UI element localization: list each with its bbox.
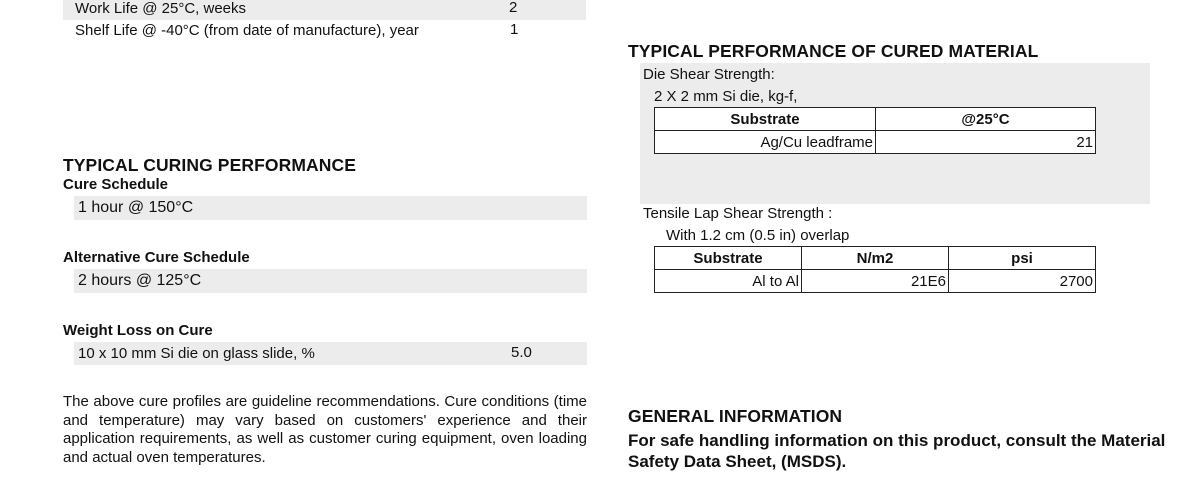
- table-row: [655, 131, 1096, 154]
- alt-cure-schedule-label: Alternative Cure Schedule: [63, 249, 250, 266]
- tensile-cell-nm2: 21E6: [802, 270, 949, 293]
- tensile-cell-psi: 2700: [949, 270, 1096, 293]
- work-life-value: 2: [509, 0, 518, 16]
- tensile-header-row: [655, 247, 1096, 270]
- cured-section-title: TYPICAL PERFORMANCE OF CURED MATERIAL: [628, 41, 1039, 61]
- die-shear-header-substrate: Substrate: [655, 108, 876, 131]
- die-shear-cell-value: 21: [876, 131, 1096, 154]
- shelf-life-label: Shelf Life @ -40°C (from date of manufacture), year: [75, 22, 419, 39]
- shelf-life-value: 1: [510, 21, 519, 38]
- general-section-title: GENERAL INFORMATION: [628, 406, 843, 426]
- table-row: [655, 270, 1096, 293]
- die-shear-label: Die Shear Strength:: [643, 66, 775, 83]
- alt-cure-schedule-value: 2 hours @ 125°C: [78, 272, 202, 289]
- weight-loss-desc: 10 x 10 mm Si die on glass slide, %: [78, 345, 315, 362]
- cure-guideline-note: The above cure profiles are guideline recommendations. Cure conditions (time and temperature) may vary based on customers' experience and their application requirements, as well as customer curing equipment, oven loading and actual oven temperatures.: [63, 393, 587, 466]
- cure-schedule-value: 1 hour @ 150°C: [78, 199, 194, 216]
- tensile-header-substrate: Substrate: [655, 247, 802, 270]
- die-shear-header-temp: @25°C: [876, 108, 1096, 131]
- weight-loss-value: 5.0: [511, 344, 532, 361]
- die-shear-header-row: [655, 108, 1096, 131]
- tensile-cell-substrate: Al to Al: [655, 270, 802, 293]
- die-shear-table: [654, 107, 1096, 154]
- tensile-header-nm2: N/m2: [802, 247, 949, 270]
- die-shear-sub: 2 X 2 mm Si die, kg-f,: [654, 88, 798, 105]
- die-shear-cell-substrate: Ag/Cu leadframe: [655, 131, 876, 154]
- tensile-label: Tensile Lap Shear Strength :: [643, 205, 833, 222]
- cure-schedule-label: Cure Schedule: [63, 176, 169, 193]
- tensile-header-psi: psi: [949, 247, 1096, 270]
- general-info-text: For safe handling information on this product, consult the Material Safety Data Sheet, (MSDS).: [628, 431, 1166, 471]
- curing-section-title: TYPICAL CURING PERFORMANCE: [63, 155, 356, 175]
- tensile-table: [654, 246, 1096, 293]
- work-life-label: Work Life @ 25°C, weeks: [75, 0, 247, 17]
- weight-loss-label: Weight Loss on Cure: [63, 322, 213, 339]
- tensile-sub: With 1.2 cm (0.5 in) overlap: [666, 227, 850, 244]
